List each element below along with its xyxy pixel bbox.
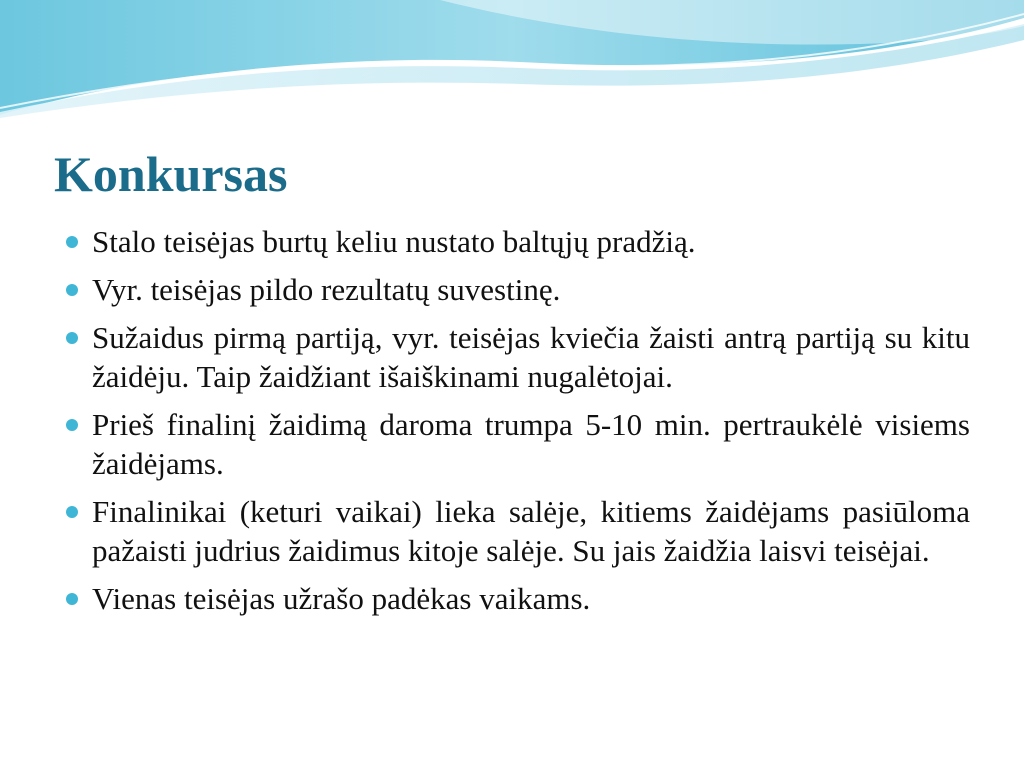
list-item	[62, 318, 970, 396]
bullet-dot-icon	[66, 593, 78, 605]
list-item	[62, 270, 970, 309]
list-item	[62, 222, 970, 261]
list-item-text: Stalo teisėjas burtų keliu nustato baltųjų pradžią.	[92, 224, 696, 259]
list-item	[62, 579, 970, 618]
header-wave-decoration	[0, 0, 1024, 120]
bullet-dot-icon	[66, 506, 78, 518]
list-item-text: Vyr. teisėjas pildo rezultatų suvestinę.	[92, 272, 561, 307]
bullet-dot-icon	[66, 236, 78, 248]
list-item	[62, 405, 970, 483]
bullet-dot-icon	[66, 332, 78, 344]
list-item-text: Vienas teisėjas užrašo padėkas vaikams.	[92, 581, 591, 616]
list-item-text: Prieš finalinį žaidimą daroma trumpa 5-10 min. pertraukėlė visiems žaidėjams.	[92, 407, 970, 481]
bullet-dot-icon	[66, 419, 78, 431]
list-item-text: Finalinikai (keturi vaikai) lieka salėje, kitiems žaidėjams pasiūloma pažaisti judrius žaidimus kitoje salėje. Su jais žaidžia laisvi teisėjai.	[92, 494, 970, 568]
bullet-dot-icon	[66, 284, 78, 296]
list-item	[62, 492, 970, 570]
slide-title: Konkursas	[54, 146, 288, 202]
list-item-text: Sužaidus pirmą partiją, vyr. teisėjas kviečia žaisti antrą partiją su kitu žaidėju. Taip žaidžiant išaiškinami nugalėtojai.	[92, 320, 970, 394]
bullet-list	[62, 222, 970, 627]
